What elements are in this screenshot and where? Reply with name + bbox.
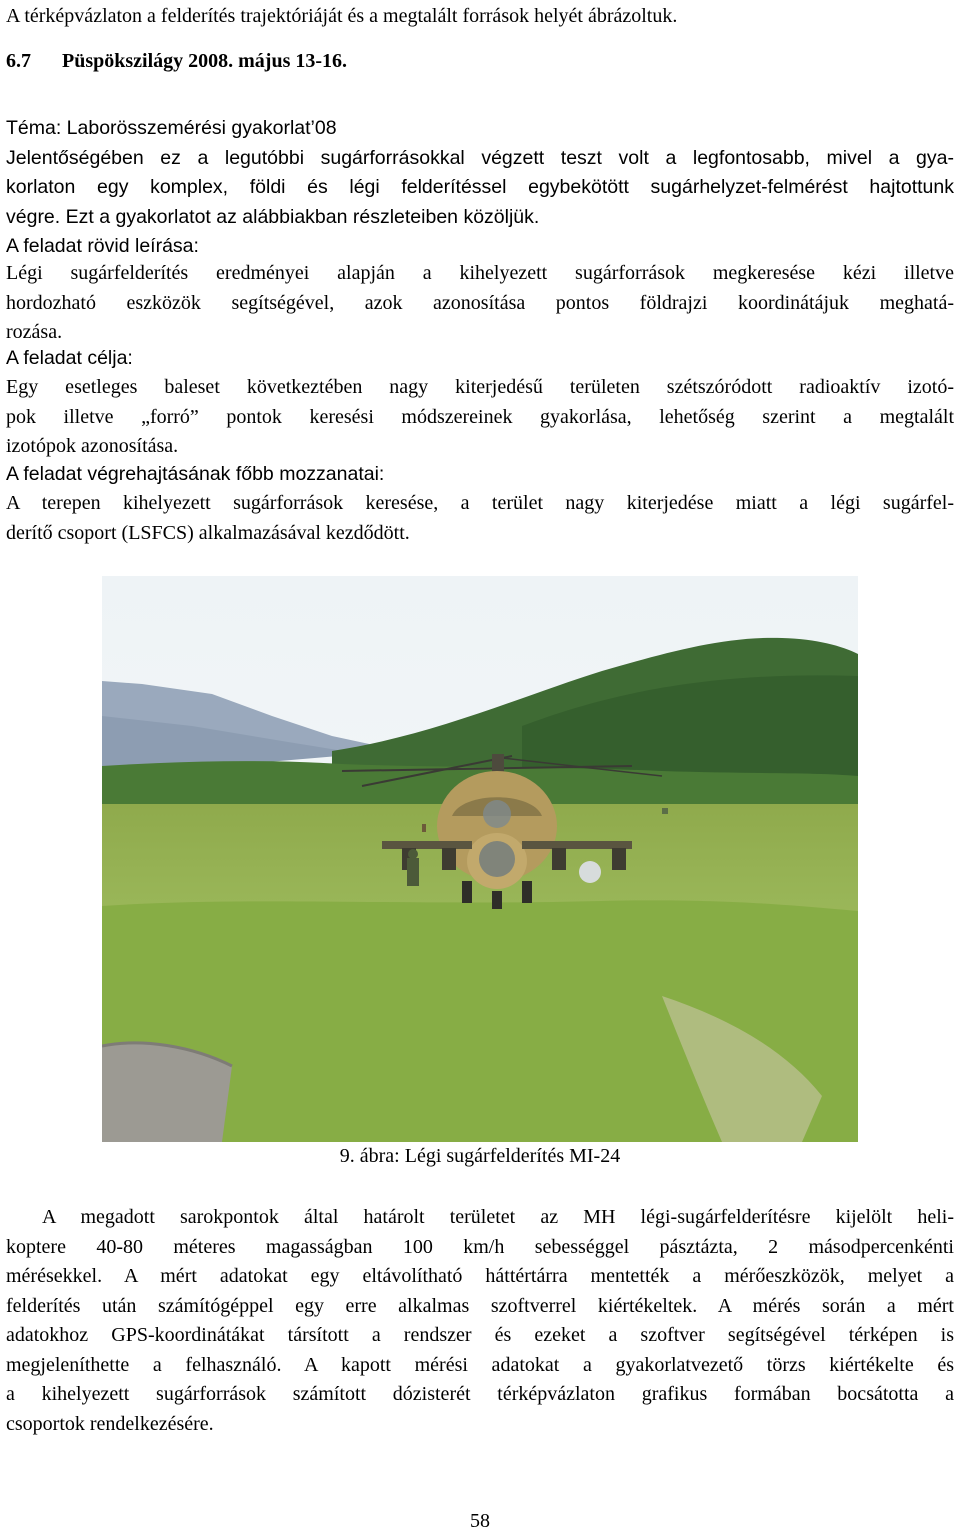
task-goal-label: A feladat célja:	[6, 347, 133, 369]
task-goal-line: Egy esetleges baleset következtében nagy kiterjedésű területen szétszóródott radioaktív izotó-	[6, 376, 954, 398]
topic-line: Téma: Laborösszemérési gyakorlat’08	[6, 117, 337, 139]
significance-line: Jelentőségében ez a legutóbbi sugárforrásokkal végzett teszt volt a legfontosabb, mivel a gya-	[6, 146, 954, 169]
task-steps	[6, 489, 954, 548]
body-line: csoportok rendelkezésére.	[6, 1412, 214, 1435]
page-number: 58	[470, 1510, 490, 1532]
task-goal-line: izotópok azonosítása.	[6, 435, 179, 457]
task-summary-line: hordozható eszközök segítségével, azok azonosítása pontos földrajzi koordinátájuk meghatá-	[6, 291, 954, 314]
task-steps-line: A terepen kihelyezett sugárforrások keresése, a terület nagy kiterjedése miatt a légi sugárfel-	[6, 492, 954, 514]
task-summary-line: rozása.	[6, 321, 63, 343]
task-goal-label-block	[6, 344, 954, 374]
task-summary-label: A feladat rövid leírása:	[6, 235, 199, 257]
body-line: a kihelyezett sugárforrások számított dózisterét térképvázlaton grafikus formában bocsátotta a	[6, 1383, 954, 1405]
body-line: felderítés után számítógéppel egy erre alkalmas szoftverrel kiértékeltek. A mérés során a mért	[6, 1294, 954, 1317]
task-summary-line: Légi sugárfelderítés eredményei alapján a kihelyezett sugárforrások megkeresése kézi illetve	[6, 262, 954, 284]
helicopter-photo	[102, 576, 858, 1142]
body-line: megjeleníthette a felhasználó. A kapott mérési adatokat a gyakorlatvezető törzs kiértékelte és	[6, 1353, 954, 1376]
body-line: koptere 40-80 méteres magasságban 100 km/h sebességgel pásztázta, 2 másodpercenkénti	[6, 1235, 954, 1258]
body-line: A megadott sarokpontok által határolt területet az MH légi-sugárfelderítésre kijelölt heli-	[42, 1206, 954, 1228]
section-number: 6.7	[6, 50, 31, 72]
body-paragraph	[6, 1203, 954, 1439]
significance-line: végre. Ezt a gyakorlatot az alábbiakban részleteiben közöljük.	[6, 205, 540, 228]
topic-block	[6, 114, 954, 262]
task-summary	[6, 259, 954, 348]
task-goal-line: pok illetve „forró” pontok keresési módszereinek gyakorlása, lehetőség szerint a megtalált	[6, 405, 954, 428]
figure-caption: 9. ábra: Légi sugárfelderítés MI-24	[339, 1145, 621, 1167]
task-steps-label: A feladat végrehajtásának főbb mozzanatai:	[6, 463, 385, 485]
task-goal	[6, 373, 954, 462]
intro-line: A térképvázlaton a felderítés trajektóriáját és a megtalált források helyét ábrázoltuk.	[6, 5, 678, 27]
significance-line: korlaton egy komplex, földi és légi felderítéssel egybekötött sugárhelyzet-felmérést hajtottunk	[6, 176, 954, 198]
section-heading	[6, 50, 347, 73]
task-steps-label-block	[6, 460, 954, 490]
body-line: mérésekkel. A mért adatokat egy eltávolítható háttértárra mentették a mérőeszközök, melyet a	[6, 1265, 954, 1287]
body-line: adatokhoz GPS-koordinátákat társított a rendszer és ezeket a szoftver segítségével térképen is	[6, 1324, 954, 1346]
section-title: Püspökszilágy 2008. május 13-16.	[62, 50, 348, 72]
task-steps-line: derítő csoport (LSFCS) alkalmazásával kezdődött.	[6, 521, 410, 544]
